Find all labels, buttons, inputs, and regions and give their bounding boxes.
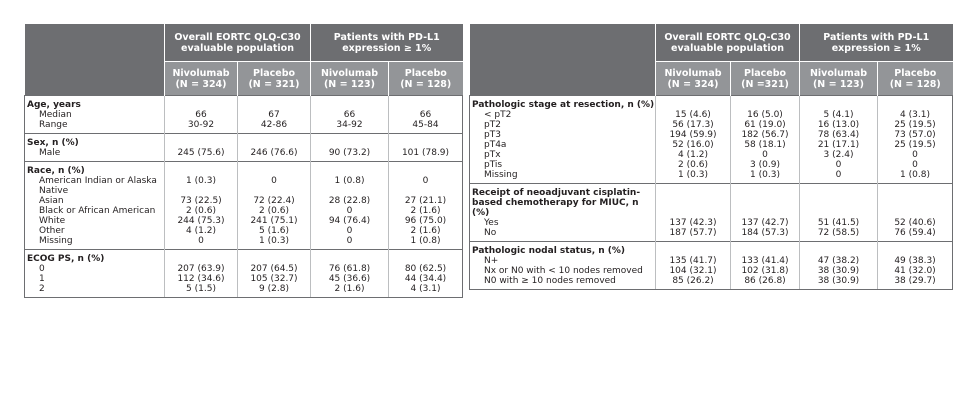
table-cell: 9 (2.8) bbox=[238, 284, 311, 298]
section-title: ECOG PS, n (%) bbox=[25, 250, 165, 265]
table-cell: 207 (63.9) bbox=[165, 264, 238, 274]
table-cell: 1 (0.3) bbox=[238, 236, 311, 250]
table-cell: 73 (22.5) bbox=[165, 196, 238, 206]
table-cell: 5 (1.5) bbox=[165, 284, 238, 298]
table-cell: 67 bbox=[238, 110, 311, 120]
table-cell: 27 (21.1) bbox=[389, 196, 463, 206]
row-label: pT4a bbox=[470, 140, 656, 150]
corner-header-cell bbox=[25, 24, 165, 96]
section-title: Receipt of neoadjuvant cisplatin-based chemotherapy for MIUC, n (%) bbox=[470, 184, 656, 219]
table-cell: 5 (4.1) bbox=[800, 110, 878, 120]
table-cell: 4 (3.1) bbox=[878, 110, 953, 120]
row-label: White bbox=[25, 216, 165, 226]
table-cell: 66 bbox=[165, 110, 238, 120]
section-title: Sex, n (%) bbox=[25, 134, 165, 149]
row-label: Black or African American bbox=[25, 206, 165, 216]
corner-header-cell bbox=[470, 24, 656, 96]
table-cell: 21 (17.1) bbox=[800, 140, 878, 150]
table-row bbox=[470, 130, 953, 140]
table-cell: 2 (0.6) bbox=[238, 206, 311, 216]
arm-header: Placebo (N = 321) bbox=[238, 62, 311, 96]
table-cell: 0 bbox=[878, 160, 953, 170]
table-cell: 52 (16.0) bbox=[656, 140, 731, 150]
table-cell: 207 (64.5) bbox=[238, 264, 311, 274]
table-cell: 61 (19.0) bbox=[731, 120, 800, 130]
table-cell: 0 bbox=[165, 236, 238, 250]
table-cell: 2 (0.6) bbox=[165, 206, 238, 216]
table-cell: 3 (0.9) bbox=[731, 160, 800, 170]
table-cell: 41 (32.0) bbox=[878, 266, 953, 276]
row-label: N0 with ≥ 10 nodes removed bbox=[470, 276, 656, 290]
table-cell: 90 (73.2) bbox=[311, 148, 389, 162]
table-cell: 49 (38.3) bbox=[878, 256, 953, 266]
table-cell: 0 bbox=[311, 236, 389, 250]
table-cell: 56 (17.3) bbox=[656, 120, 731, 130]
table-cell: 2 (1.6) bbox=[311, 284, 389, 298]
row-label: Asian bbox=[25, 196, 165, 206]
row-label: Range bbox=[25, 120, 165, 134]
table-cell: 47 (38.2) bbox=[800, 256, 878, 266]
table-cell: 133 (41.4) bbox=[731, 256, 800, 266]
table-cell: 245 (75.6) bbox=[165, 148, 238, 162]
table-cell: 42-86 bbox=[238, 120, 311, 134]
row-label: 2 bbox=[25, 284, 165, 298]
table-cell: 78 (63.4) bbox=[800, 130, 878, 140]
group-header-overall: Overall EORTC QLQ-C30 evaluable population bbox=[165, 24, 311, 62]
row-label: American Indian or Alaska Native bbox=[25, 176, 165, 196]
table-cell: 0 bbox=[311, 206, 389, 216]
table-row bbox=[470, 228, 953, 242]
row-label: Missing bbox=[470, 170, 656, 184]
table-cell: 45 (36.6) bbox=[311, 274, 389, 284]
table-row bbox=[25, 110, 463, 120]
table-cell: 66 bbox=[389, 110, 463, 120]
table-cell: 34-92 bbox=[311, 120, 389, 134]
row-label: pTis bbox=[470, 160, 656, 170]
section-title-row bbox=[470, 96, 953, 111]
arm-header: Placebo (N = 128) bbox=[389, 62, 463, 96]
table-cell: 28 (22.8) bbox=[311, 196, 389, 206]
row-label: Nx or N0 with < 10 nodes removed bbox=[470, 266, 656, 276]
section-title-row bbox=[25, 96, 463, 111]
table-cell: 102 (31.8) bbox=[731, 266, 800, 276]
row-label: pT3 bbox=[470, 130, 656, 140]
table-cell: 45-84 bbox=[389, 120, 463, 134]
table-cell: 1 (0.3) bbox=[165, 176, 238, 196]
table-cell: 4 (1.2) bbox=[656, 150, 731, 160]
row-label: No bbox=[470, 228, 656, 242]
table-cell: 30-92 bbox=[165, 120, 238, 134]
table-cell: 1 (0.8) bbox=[311, 176, 389, 196]
table-cell: 0 bbox=[878, 150, 953, 160]
arm-header: Nivolumab (N = 324) bbox=[656, 62, 731, 96]
table-cell: 3 (2.4) bbox=[800, 150, 878, 160]
group-header-overall: Overall EORTC QLQ-C30 evaluable population bbox=[656, 24, 800, 62]
section-title: Age, years bbox=[25, 96, 165, 111]
row-label: N+ bbox=[470, 256, 656, 266]
table-cell: 44 (34.4) bbox=[389, 274, 463, 284]
table-cell: 86 (26.8) bbox=[731, 276, 800, 290]
table-row bbox=[470, 218, 953, 228]
baseline-characteristics-table-right bbox=[469, 24, 953, 290]
row-label: 1 bbox=[25, 274, 165, 284]
row-label: Yes bbox=[470, 218, 656, 228]
row-label: pT2 bbox=[470, 120, 656, 130]
table-cell: 182 (56.7) bbox=[731, 130, 800, 140]
table-cell: 0 bbox=[800, 170, 878, 184]
table-row bbox=[25, 264, 463, 274]
row-label: Median bbox=[25, 110, 165, 120]
table-row bbox=[25, 274, 463, 284]
table-row bbox=[25, 284, 463, 298]
table-cell: 104 (32.1) bbox=[656, 266, 731, 276]
table-cell: 1 (0.3) bbox=[731, 170, 800, 184]
section-title: Pathologic nodal status, n (%) bbox=[470, 242, 656, 257]
table-cell: 1 (0.3) bbox=[656, 170, 731, 184]
table-cell: 112 (34.6) bbox=[165, 274, 238, 284]
table-cell: 187 (57.7) bbox=[656, 228, 731, 242]
row-label: 0 bbox=[25, 264, 165, 274]
section-title: Pathologic stage at resection, n (%) bbox=[470, 96, 656, 111]
group-header-pdl1: Patients with PD-L1 expression ≥ 1% bbox=[311, 24, 463, 62]
table-row bbox=[470, 160, 953, 170]
table-cell: 73 (57.0) bbox=[878, 130, 953, 140]
table-cell: 0 bbox=[311, 226, 389, 236]
table-cell: 4 (3.1) bbox=[389, 284, 463, 298]
baseline-characteristics-table-left bbox=[24, 24, 463, 298]
table-cell: 51 (41.5) bbox=[800, 218, 878, 228]
table-cell: 76 (61.8) bbox=[311, 264, 389, 274]
table-cell: 96 (75.0) bbox=[389, 216, 463, 226]
table-cell: 105 (32.7) bbox=[238, 274, 311, 284]
table-cell: 4 (1.2) bbox=[165, 226, 238, 236]
table-row bbox=[25, 226, 463, 236]
table-cell: 1 (0.8) bbox=[878, 170, 953, 184]
table-row bbox=[470, 140, 953, 150]
table-row bbox=[25, 196, 463, 206]
table-cell: 94 (76.4) bbox=[311, 216, 389, 226]
table-row bbox=[25, 236, 463, 250]
section-title-row bbox=[25, 250, 463, 265]
table-cell: 2 (1.6) bbox=[389, 226, 463, 236]
table-cell: 1 (0.8) bbox=[389, 236, 463, 250]
table-cell: 184 (57.3) bbox=[731, 228, 800, 242]
table-cell: 0 bbox=[800, 160, 878, 170]
table-cell: 5 (1.6) bbox=[238, 226, 311, 236]
table-cell: 135 (41.7) bbox=[656, 256, 731, 266]
arm-header: Nivolumab (N = 123) bbox=[311, 62, 389, 96]
table-cell: 38 (29.7) bbox=[878, 276, 953, 290]
table-cell: 25 (19.5) bbox=[878, 120, 953, 130]
row-label: Other bbox=[25, 226, 165, 236]
table-row bbox=[25, 176, 463, 196]
table-cell: 137 (42.7) bbox=[731, 218, 800, 228]
section-title-row bbox=[25, 162, 463, 177]
table-cell: 101 (78.9) bbox=[389, 148, 463, 162]
section-title-row bbox=[25, 134, 463, 149]
table-row bbox=[470, 256, 953, 266]
table-cell: 66 bbox=[311, 110, 389, 120]
table-cell: 16 (5.0) bbox=[731, 110, 800, 120]
arm-header: Nivolumab (N = 123) bbox=[800, 62, 878, 96]
table-cell: 38 (30.9) bbox=[800, 276, 878, 290]
table-cell: 15 (4.6) bbox=[656, 110, 731, 120]
table-cell: 2 (0.6) bbox=[656, 160, 731, 170]
section-title-row bbox=[470, 184, 953, 219]
table-row bbox=[25, 120, 463, 134]
table-cell: 52 (40.6) bbox=[878, 218, 953, 228]
table-row bbox=[470, 120, 953, 130]
section-title: Race, n (%) bbox=[25, 162, 165, 177]
table-cell: 58 (18.1) bbox=[731, 140, 800, 150]
table-row bbox=[470, 266, 953, 276]
row-label: Male bbox=[25, 148, 165, 162]
section-title-row bbox=[470, 242, 953, 257]
group-header-pdl1: Patients with PD-L1 expression ≥ 1% bbox=[800, 24, 953, 62]
table-cell: 80 (62.5) bbox=[389, 264, 463, 274]
table-row bbox=[470, 110, 953, 120]
table-row bbox=[470, 170, 953, 184]
table-row bbox=[470, 150, 953, 160]
table-cell: 76 (59.4) bbox=[878, 228, 953, 242]
table-cell: 2 (1.6) bbox=[389, 206, 463, 216]
arm-header: Nivolumab (N = 324) bbox=[165, 62, 238, 96]
table-cell: 72 (58.5) bbox=[800, 228, 878, 242]
table-cell: 0 bbox=[238, 176, 311, 196]
table-row bbox=[25, 148, 463, 162]
table-cell: 0 bbox=[389, 176, 463, 196]
table-cell: 72 (22.4) bbox=[238, 196, 311, 206]
row-label: pTx bbox=[470, 150, 656, 160]
table-row bbox=[470, 276, 953, 290]
row-label: < pT2 bbox=[470, 110, 656, 120]
table-cell: 137 (42.3) bbox=[656, 218, 731, 228]
arm-header: Placebo (N =321) bbox=[731, 62, 800, 96]
table-cell: 241 (75.1) bbox=[238, 216, 311, 226]
table-row bbox=[25, 216, 463, 226]
table-cell: 38 (30.9) bbox=[800, 266, 878, 276]
table-cell: 246 (76.6) bbox=[238, 148, 311, 162]
table-cell: 16 (13.0) bbox=[800, 120, 878, 130]
table-cell: 85 (26.2) bbox=[656, 276, 731, 290]
row-label: Missing bbox=[25, 236, 165, 250]
table-cell: 0 bbox=[731, 150, 800, 160]
table-cell: 244 (75.3) bbox=[165, 216, 238, 226]
arm-header: Placebo (N = 128) bbox=[878, 62, 953, 96]
table-cell: 25 (19.5) bbox=[878, 140, 953, 150]
table-cell: 194 (59.9) bbox=[656, 130, 731, 140]
table-row bbox=[25, 206, 463, 216]
